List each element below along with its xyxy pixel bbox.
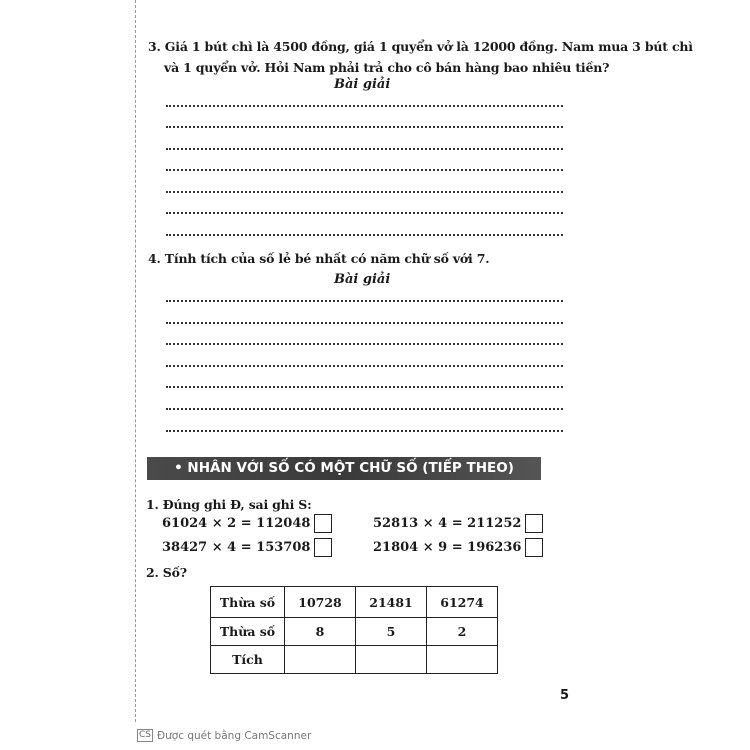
answer-line[interactable] (166, 148, 563, 150)
answer-checkbox[interactable] (525, 538, 543, 557)
equation-text: 61024 × 2 = 112048 (162, 516, 311, 531)
exercise-2-title: 2. Số? (146, 565, 187, 580)
equation-text: 52813 × 4 = 211252 (373, 516, 522, 531)
table-row (211, 618, 498, 646)
equation-item (373, 514, 543, 533)
row-label: Tích (211, 646, 285, 674)
answer-line[interactable] (166, 386, 563, 388)
row-label: Thừa số (211, 618, 285, 646)
table-row (211, 646, 498, 674)
answer-line[interactable] (166, 234, 563, 236)
problem-3-line-1: 3. Giá 1 bút chì là 4500 đồng, giá 1 quyển vở là 12000 đồng. Nam mua 3 bút chì (148, 39, 693, 54)
problem-3-heading: Bài giải (334, 77, 391, 92)
answer-line[interactable] (166, 191, 563, 193)
row-label: Thừa số (211, 587, 285, 618)
table-cell: 61274 (427, 587, 498, 618)
problem-4: 4. Tính tích của số lẻ bé nhất có năm chữ số với 7. (148, 251, 490, 266)
table-cell: 8 (285, 618, 356, 646)
equation-text: 38427 × 4 = 153708 (162, 540, 311, 555)
camscanner-logo-icon: CS (139, 730, 151, 740)
answer-checkbox[interactable] (314, 514, 332, 533)
table-cell: 10728 (285, 587, 356, 618)
answer-checkbox[interactable] (314, 538, 332, 557)
problem-3-line-2: và 1 quyển vở. Hỏi Nam phải trả cho cô bán hàng bao nhiêu tiền? (164, 60, 610, 75)
page-number: 5 (560, 688, 570, 703)
answer-line[interactable] (166, 212, 563, 214)
answer-line[interactable] (166, 365, 563, 367)
answer-cell[interactable] (356, 646, 427, 674)
equation-item (162, 514, 332, 533)
table-cell: 5 (356, 618, 427, 646)
answer-checkbox[interactable] (525, 514, 543, 533)
answer-line[interactable] (166, 126, 563, 128)
answer-line[interactable] (166, 105, 563, 107)
equation-item (373, 538, 543, 557)
table-row (211, 587, 498, 618)
equation-text: 21804 × 9 = 196236 (373, 540, 522, 555)
section-title-bar: • NHÂN VỚI SỐ CÓ MỘT CHỮ SỐ (TIẾP THEO) (147, 457, 541, 480)
problem-4-heading: Bài giải (334, 272, 391, 287)
exercise-1-title: 1. Đúng ghi Đ, sai ghi S: (146, 497, 312, 512)
page-binding-edge (135, 0, 137, 722)
equation-item (162, 538, 332, 557)
answer-line[interactable] (166, 300, 563, 302)
answer-cell[interactable] (427, 646, 498, 674)
table-cell: 2 (427, 618, 498, 646)
multiplication-table (210, 586, 498, 674)
problem-3 (148, 36, 693, 78)
answer-cell[interactable] (285, 646, 356, 674)
answer-line[interactable] (166, 343, 563, 345)
answer-line[interactable] (166, 322, 563, 324)
scanner-text: Được quét bằng CamScanner (157, 729, 312, 742)
answer-line[interactable] (166, 408, 563, 410)
answer-line[interactable] (166, 169, 563, 171)
answer-line[interactable] (166, 430, 563, 432)
scanner-watermark (137, 729, 311, 742)
table-cell: 21481 (356, 587, 427, 618)
